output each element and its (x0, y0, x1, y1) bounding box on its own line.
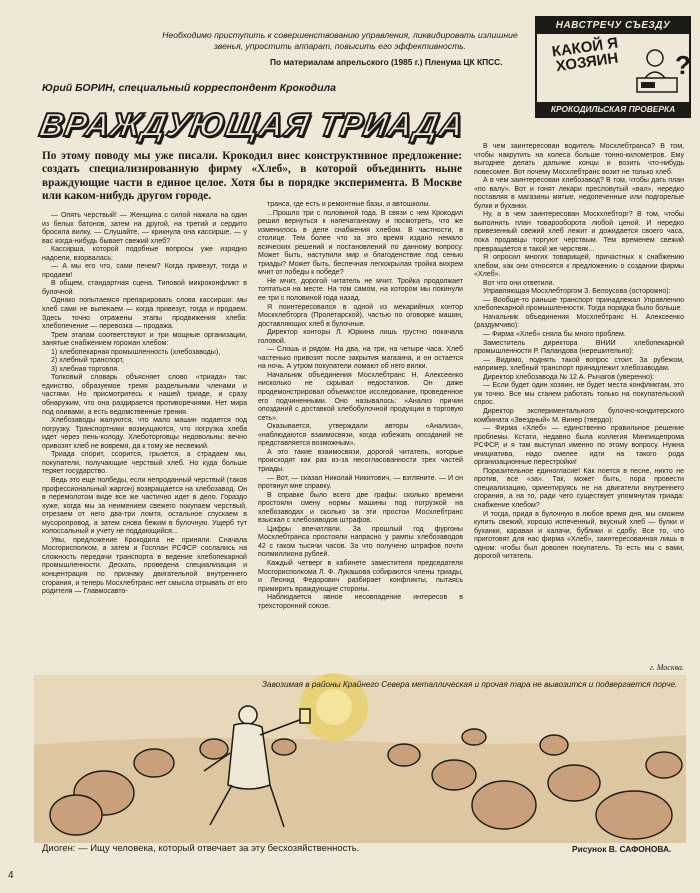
illustration-credit: Рисунок В. САФОНОВА. (572, 844, 672, 854)
paragraph: 3) хлебная торговля. (51, 365, 120, 373)
paragraph: — Слошь и рядом. На два, на три, на четыре часа. Хлеб частенько привозят после закрытия магазина, и он остается на ночь. А утром покупатели ломают об него вилки. (258, 346, 463, 371)
paragraph: — Вот, — сказал Николай Никитович, — взгляните. — И он протянул мне справку. (258, 474, 463, 491)
paragraph: Вот что они ответили. (483, 279, 555, 287)
headline: ВРАЖДУЮЩАЯ ТРИАДА (36, 106, 468, 143)
paragraph: И тогда, придя в булочную в любое время дня, мы сможем купить свежий, хорошо испеченный, вкусный хлеб — булки и буханки, караваи и калачи, бублики и сдобу. Все то, что приготовят для нас фирма «Хлеб», заинтересованная лишь в одном: чтобы был доволен покупатель. То есть мы с вами, дорогой читатель. (474, 510, 684, 561)
paragraph: 1) хлебопекарная промышленность (хлебозаводы), (51, 348, 221, 356)
page-number: 4 (8, 870, 14, 881)
epigraph-source: По материалам апрельского (1985 г.) Пленума ЦК КПСС. (270, 57, 503, 67)
paragraph: Поразительное единогласие! Как поется в песне, никто не против, все «за». Так, может быть, пора провести специализацию, ориентируясь не на двигатели внутреннего сгорания, а на то, ради чего существует упомянутая триада: снабжение хлебом? (474, 467, 684, 509)
paragraph: Директор хлебозавода № 12 А. Рычагов (уверенно): (483, 373, 655, 381)
paragraph: Не мчит, дорогой читатель не мчит. Тройка продолжает топтаться на месте. На том самом, на котором мы покинули ее три с половиной года назад. (258, 277, 463, 303)
rubric-bottom-label: КРОКОДИЛЬСКАЯ ПРОВЕРКА (537, 102, 689, 116)
paragraph: Толковый словарь объясняет слово «триада» так: единство, образуемое тремя раздельными членами и частями. Но присмотритесь к нашей триаде, и сразу обнаружим, что она раздирается противоречиями. Нет мира под оливами, а есть ведомственные трения. (42, 374, 247, 416)
paragraph: Начальник объединения Мосхлебтранс Н. Алексеенко нисколько не скрывал недостатков. Он даже продемонстрировал объемистое исследование, проведенное его подчиненными. Оно называлось: «Анализ причин опозданий с доставкой хлебобулочной продукции в торговую сеть». (258, 371, 463, 422)
paragraph: Цифры впечатляли. За прошлый год фургоны Мосхлебтранса простояли напрасно у рампы хлебозаводов 42 с гаком тысячи часов. За что получено штрафов почти полмиллиона рублей. (258, 525, 463, 559)
paragraph: Директор экспериментального булочно-кондитерского комбината «Звездный» М. Винер (твердо): (474, 407, 684, 424)
paragraph: А это такие взаимосвязи, дорогой читатель, которые происходят как раз из-за несогласованности трех частей триады. (258, 448, 463, 473)
paragraph: Триада спорит, ссорится, грызется, а страдаем мы, покупатели, получающие черствый хлеб. Но куда больше теряет государство. (42, 451, 247, 476)
rubric-box (535, 16, 691, 118)
text-column-1 (42, 212, 247, 652)
illustration-caption: Завозимая в районы Крайнего Севера металлическая и прочая тара не вывозится и подвергается порче. (262, 680, 678, 689)
byline: Юрий БОРИН, специальный корреспондент Крокодила (42, 82, 336, 94)
question-mark: ? (675, 50, 691, 80)
paragraph: — А мы его что, сами печем? Когда привезут, тогда и продаем! (42, 263, 247, 279)
paragraph: — Вообще-то раньше транспорт принадлежал Управлению хлебопекарной промышленности. Тогда порядка было больше. (474, 296, 684, 313)
rubric-title: КАКОЙ Я ХОЗЯИН (550, 34, 620, 76)
epigraph: Необходимо приступить к совершенствованию управления, ликвидировать излишние звенья, упростить аппарат, повысить его эффективность. (162, 30, 518, 51)
paragraph: Хлебозаводы жалуются, что мало машин подается под погрузку. Транспортники возмущаются, что погрузка хлеба идет через пень-колоду. Хлеботорговцы недовольны: вечно привозят хлеб не вовремя, да к тому же несвежий. (42, 417, 247, 450)
paragraph: — Опять черствый! — Женщина с силой нажала на один из белых батонов, затем на другой, на третий и сердито бросила вилку. — Слушайте, — крикнула она кассирше, — у вас когда-нибудь бывает свежий хлеб? (42, 212, 247, 245)
paragraph: Увы, предложение Крокодила не приняли. Сначала Мосгорисполком, а затем и Госплан РСФСР сослались на сложность передачи транспорта в ведение хлебопекарной промышленности. Дескать, проведена специализация и концентрация по признаку двигательной внутреннего сгорания, и теперь Мосхлебтранс нет смысла отрывать от его родителя — Главмосавто- (42, 536, 247, 596)
paragraph: А в чем заинтересован хлебозавод? В том, чтобы дать план «по валу». Вот и гонят лекари пресловутый «вал», нередко поставляя в магазины мятые, недопеченные или подгорелые булки и буханки. (474, 177, 684, 210)
paragraph: — Видимо, поднять такой вопрос стоит. За рубежом, например, хлебный транспорт принадлежит хлебозаводам. (474, 356, 684, 373)
lead-paragraph: По этому поводу мы уже писали. Крокодил внес конструктивное предложение: создать специализированную фирму «Хлеб», в которой объединить ныне враждующие части в единое целое. Хотя бы в порядке эксперимента. В Москве или каком-нибудь другом городе. (42, 150, 462, 203)
paragraph: Наблюдается явное несовпадение интересов в трехсторонний союзе. (258, 594, 463, 610)
paragraph: Трем этапам соответствуют и три мощные организации, занятые снабжением горожан хлебом: (42, 331, 247, 348)
diogenes-illustration (34, 675, 686, 843)
paragraph: Оказывается, утверждали авторы «Анализа», «наблюдаются взаимосвязи, когда избежать опозданий не представляется возможным». (258, 423, 463, 448)
paragraph: — Фирма «Хлеб» — единственно правильное решение проблемы. Кстати, недавно была коллегия Минпищепрома РСФСР, и я там выступал именно по этому вопросу. Нужна инициатива, надо смелее идти на такого рода организационные перестройки! (474, 425, 684, 467)
rubric-top-label: НАВСТРЕЧУ СЪЕЗДУ (537, 18, 689, 34)
paragraph: Я поинтересовался в одной из мекарийных контор Москхлебторга (Пролетарской), частью по оговорке машин, доставляющих хлеб в булочные. (258, 303, 463, 328)
paragraph: ...Прошло три с половиной года. В связи с чем Крокодил решил вернуться к напечатанному и посмотреть, что же изменилось в деле снабжения хлебом. В частности, в столице. Тем более что за это время издано немало всяческих решений и постановлений по данному вопросу. Может быть, наступили мир и благоденствие под сенью триады? Может быть, беспечная легкокрылая тройка вихрем мчит от победы к победе? (258, 209, 463, 277)
paragraph: — Фирма «Хлеб» сняла бы много проблем. (483, 331, 626, 339)
text-column-2 (258, 201, 463, 659)
paragraph: В чем заинтересован водитель Мосхлебтранса? В том, чтобы накрутить на колеса больше тонно-километров. Ему выгоднее делать дальние концы и возить что-нибудь повесомее. Вот почему Мосхлебтранс возит не только хлеб. (474, 143, 684, 176)
paragraph: Ведь это еще полбеды, если непроданный черствый (таков профессиональный жаргон) возвращается на хлебозавод. Он в перемолотом виде все же частично идет в дело. Гораздо хуже, когда мы за неимением свежего покупаем черствый, отрезаем от него два-три ломтя, остальное спускаем в мусоропровод, а затем снова бежим в булочную. Ущерб тут колоссальный и учету не поддающийся... (42, 476, 247, 536)
text-column-3 (474, 143, 684, 670)
paragraph: — Если будет один хозяин, не будет места конфликтам, это уж точно. Все мы станем работать только на покупательский спрос. (474, 382, 684, 407)
paragraph: 2) хлебный транспорт, (51, 357, 124, 365)
paragraph: Заместитель директора ВНИИ хлебопекарной промышленности Р. Паландова (нерешительно): (474, 339, 684, 356)
paragraph: Ну, а в чем заинтересован Москхлебторг? В том, чтобы выполнить план товарооборота любой ценой. И нередко привезенный свежий хлеб лежит и дожидается своего часа, пока продавцы торгуют черствым. Тем временем свежий превращается в такой же черствяк... (474, 211, 684, 253)
paragraph: Начальник объединения Мосхлебтранс Н. Алексеенко (раздумчиво): (474, 313, 684, 330)
paragraph: транса, где есть и ремонтные базы, и автошколы. (267, 201, 431, 208)
cartoon-dialog: Диоген: — Ищу человека, который отвечает за эту бесхозяйственность. (42, 843, 360, 854)
paragraph: Каждый четверг в кабинете заместителя председателя Мосгорисполкома Л. Ф. Лукашова собираются члены триады, и Леонид Федорович разбирает конфликты, пытаясь примирить враждующие стороны. (258, 559, 463, 593)
paragraph: Управляющая Мосхлебторгом З. Белоусова (осторожно): (483, 288, 671, 296)
signoff: г. Москва. (649, 663, 684, 672)
paragraph: В справке было всего две графы: сколько времени простояли смену нормы машины под погрузкой на хлебозаводах и сколько за эти простои Мосхлебтранс взыскал с хлебозаводов штрафов. (258, 491, 463, 525)
paragraph: Директор конторы Л. Юркина лишь грустно покачала головой. (258, 329, 463, 345)
paragraph: В общем, стандартная сцена. Типовой микроконфликт в булочной. (42, 280, 247, 296)
bureaucrat-icon (631, 40, 691, 96)
paragraph: Однако попытаемся препарировать слова кассирши: мы хлеб сами не выпекаем — когда привезут, тогда и продаем. Здесь точно отражены этапы продвижения хлеба: хлебопечение — перевозка — продажа. (42, 297, 247, 331)
paragraph: Кассирша, которой подобные вопросы уже изрядно надоели, взорвалась: (42, 246, 247, 262)
paragraph: Я опросил многих товарищей, причастных к снабжению хлебом, как они относятся к предложению о создании фирмы «Хлеб». (474, 254, 684, 279)
